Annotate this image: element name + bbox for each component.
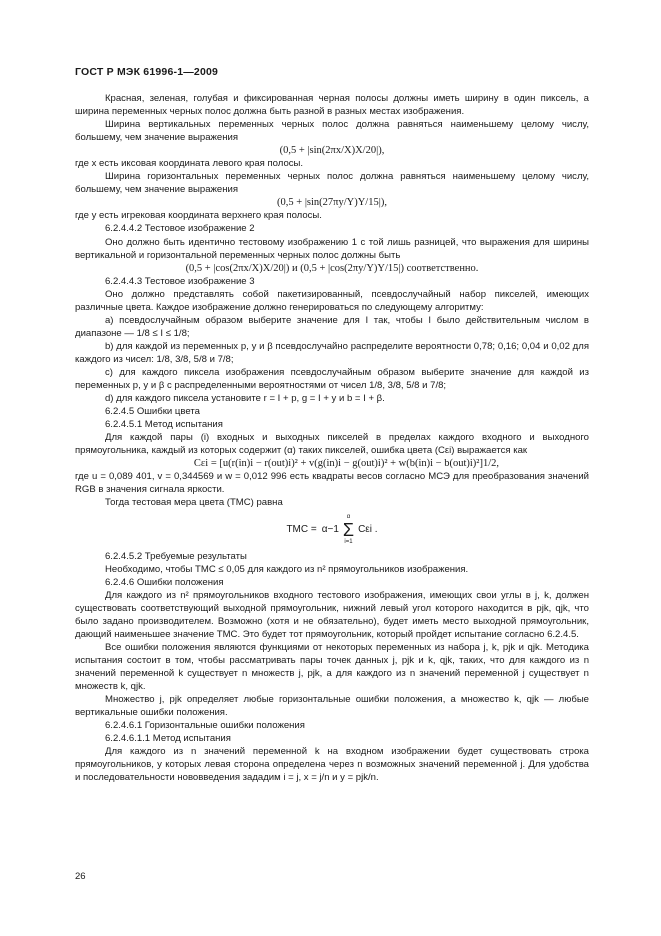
list-item: c) для каждого пиксела изображения псевдослучайным образом выберите значение для каждой из переменных p, y и β с распределенными вероятностями от чисел 1/8, 3/8, 5/8 и 7/8; <box>75 366 589 392</box>
paragraph: Все ошибки положения являются функциями от некоторых переменных из набора j, k, pjk и qjk. Методика испытания состоит в том, чтобы рассматривать пары точек данных j, pjk и k, qjk, таких, что для каждого из n значений переменной k существует n множеств j, pjk, а для каждого из n значений переменной j существует n множеств k, qjk. <box>75 641 589 692</box>
paragraph: Оно должно быть идентично тестовому изображению 1 с той лишь разницей, что выражения для ширины вертикальной и горизонтальной переменных черных полос должны быть <box>75 236 589 261</box>
formula-tm-alpha: α−1 <box>321 523 339 535</box>
formula: (0,5 + |cos(2πx/X)X/20|) и (0,5 + |cos(2πy/Y)Y/15|) соответственно. <box>185 262 479 274</box>
formula-tm-term: Cεi . <box>358 523 378 535</box>
sum-sign <box>343 513 354 547</box>
section-heading: 6.2.4.6 Ошибки положения <box>105 576 224 588</box>
formula: (0,5 + |sin(27πy/Y)Y/15|), <box>277 197 387 209</box>
sum-top: α <box>346 513 351 520</box>
paragraph: Для каждой пары (i) входных и выходных пикселей в пределах каждого входного и выходного прямоугольника, каждый из которых содержит (α) таких пикселей, ошибка цвета (Cεi) выражается как <box>75 432 589 457</box>
page-number: 26 <box>75 871 86 882</box>
document-header: ГОСТ Р МЭК 61996-1—2009 <box>75 66 219 78</box>
document-body <box>75 92 589 784</box>
section-heading: 6.2.4.4.2 Тестовое изображение 2 <box>105 223 255 235</box>
paragraph: где y есть игрековая координата верхнего края полосы. <box>75 210 322 222</box>
list-item: d) для каждого пиксела установите r = I + p, g = I + y и b = I + β. <box>105 393 385 405</box>
paragraph: Ширина горизонтальных переменных черных полос должна равняться наименьшему целому числу, большему, чем значение выражения <box>75 171 589 196</box>
paragraph: Ширина вертикальных переменных черных полос должна равняться наименьшему целому числу, большему, чем значение выражения <box>75 119 589 144</box>
paragraph: Оно должно представлять собой пакетизированный, псевдослучайный набор пикселей, имеющих различные цвета. Каждое изображение должно генерироваться по следующему алгоритму: <box>75 288 589 313</box>
formula-tm <box>75 510 589 550</box>
paragraph: Для каждого из n значений переменной k на входном изображении будет существовать строка прямоугольников, у которых левая сторона определена через n возможных значений переменной j. Для удобства и последовательности нововведения зададим i = j, x = j/n и y = pjk/n. <box>75 746 589 784</box>
formula: Cεi = [u(r(in)i − r(out)i)² + v(g(in)i − g(out)i)² + w(b(in)i − b(out)i)²]1/2, <box>193 458 499 470</box>
section-heading: 6.2.4.5.2 Требуемые результаты <box>105 550 247 562</box>
section-heading: 6.2.4.6.1.1 Метод испытания <box>105 733 231 745</box>
paragraph: Для каждого из n² прямоугольников входного тестового изображения, имеющих свои углы в j, k, должен существовать соответствующий выходной прямоугольник, нижний левый угол которого находится в pjk, qjk, что было задано производителем. Возможно (хотя и не обязательно), будет иметь место выходной прямоугольник, дающий наименьшее значение TMC. Это будет тот прямоугольник, который пройдет испытание согласно 6.2.4.5. <box>75 589 589 640</box>
paragraph: Красная, зеленая, голубая и фиксированная черная полосы должны иметь ширину в один пиксель, а ширина переменных черных полос должна быть разной в разных местах изображения. <box>75 93 589 118</box>
paragraph: где u = 0,089 401, v = 0,344569 и w = 0,012 996 есть квадраты весов согласно МСЭ для преобразования значений RGB в значения сигнала яркости. <box>75 471 589 496</box>
formula-tm-lhs: TMC = <box>286 523 317 535</box>
section-heading: 6.2.4.4.3 Тестовое изображение 3 <box>105 275 255 287</box>
paragraph: где x есть иксовая координата левого края полосы. <box>75 158 304 170</box>
sum-bottom: i=1 <box>344 538 353 545</box>
section-heading: 6.2.4.5.1 Метод испытания <box>105 419 223 431</box>
list-item: b) для каждой из переменных p, y и β псевдослучайно распределите вероятности 0,78; 0,16; 0,04 и 0,02 для каждого из чисел: 1/8, 3/8, 5/8 и 7/8; <box>75 340 589 365</box>
section-heading: 6.2.4.5 Ошибки цвета <box>105 406 200 418</box>
paragraph: Множество j, pjk определяет любые горизонтальные ошибки положения, а множество k, qjk — любые вертикальные ошибки положения. <box>75 694 589 719</box>
formula: (0,5 + |sin(2πx/X)X/20|), <box>279 145 385 157</box>
paragraph: Тогда тестовая мера цвета (TMC) равна <box>105 497 283 509</box>
section-heading: 6.2.4.6.1 Горизонтальные ошибки положения <box>105 720 305 732</box>
list-item: а) псевдослучайным образом выберите значение для I так, чтобы I было действительным числом в диапазоне — 1/8 ≤ I ≤ 1/8; <box>75 314 589 339</box>
sum-symbol: Σ <box>342 519 355 540</box>
paragraph: Необходимо, чтобы TMC ≤ 0,05 для каждого из n² прямоугольников изображения. <box>105 563 469 575</box>
